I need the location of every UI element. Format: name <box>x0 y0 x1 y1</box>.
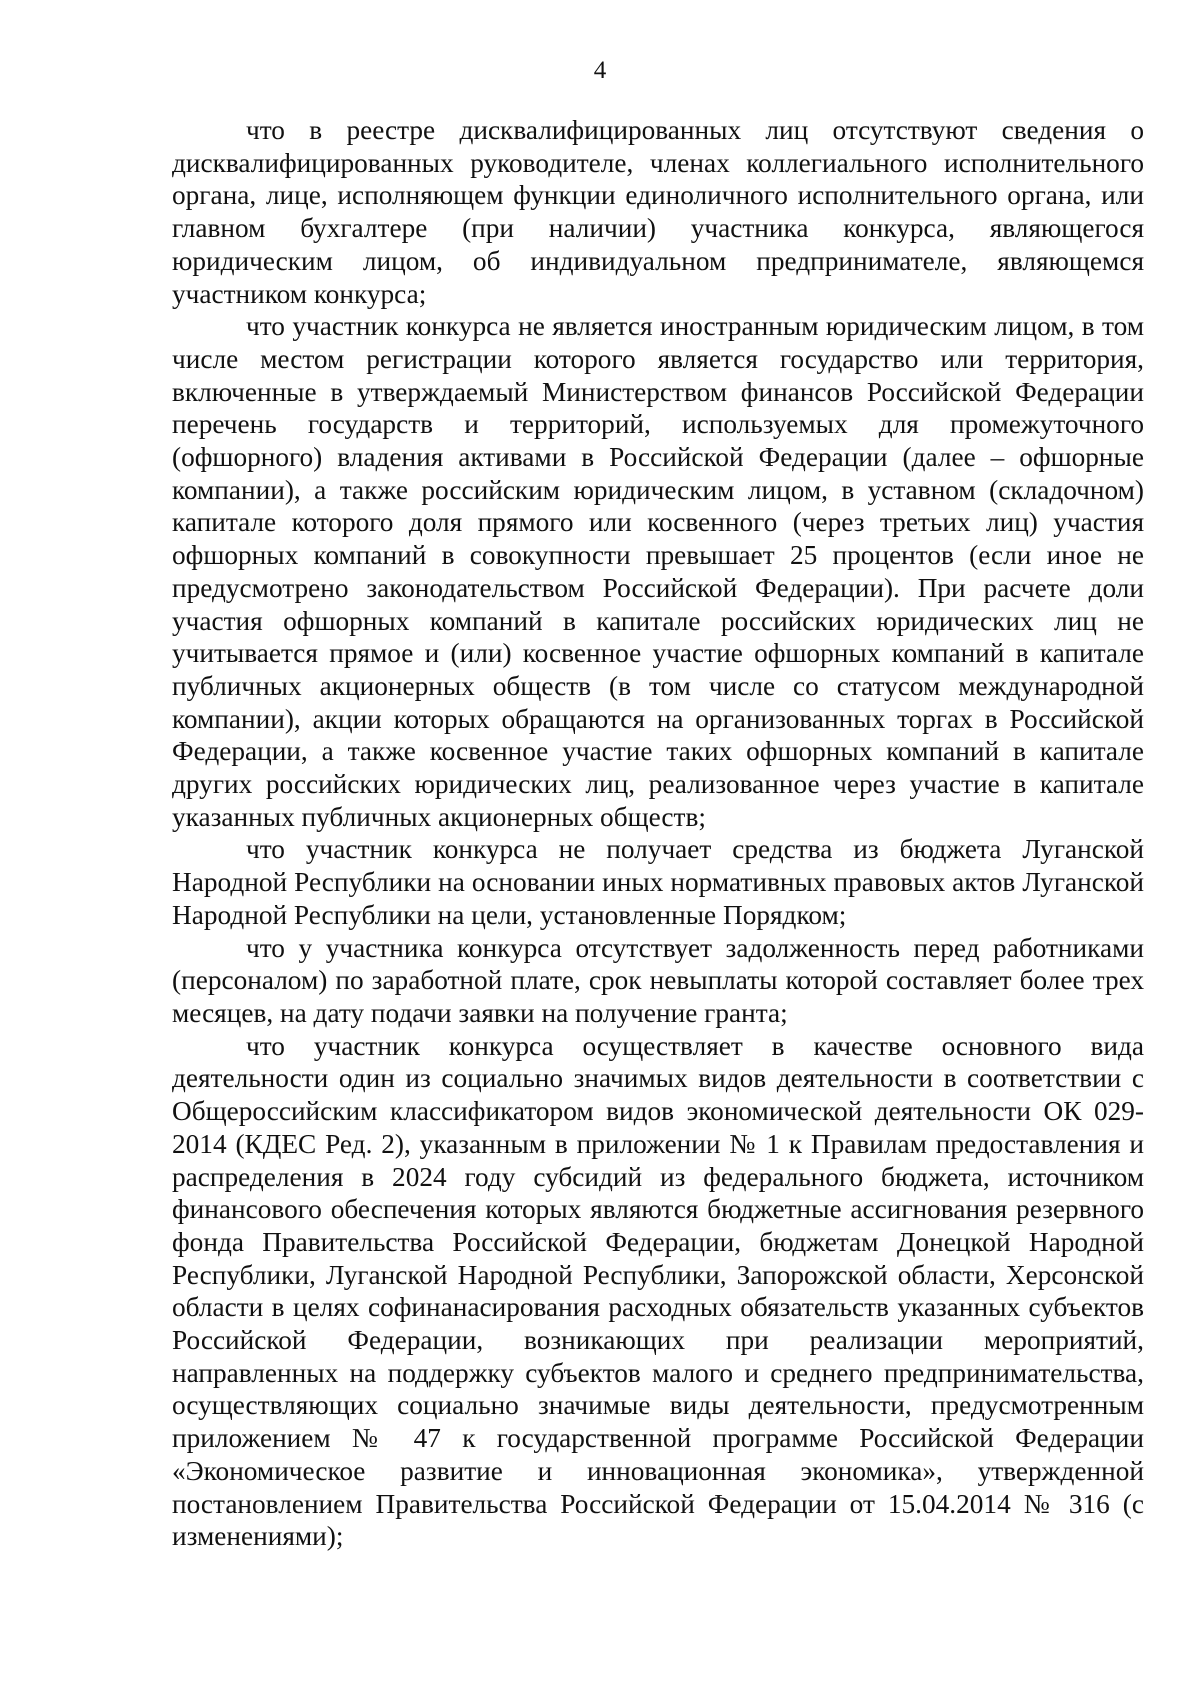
paragraph-disqualified-persons: что в реестре дисквалифицированных лиц отсутствуют сведения о дисквалифицированных руководителе, членах коллегиального исполнительного органа, лице, исполняющем функции единоличного исполнительного органа, или главном бухгалтере (при наличии) участника конкурса, являющегося юридическим лицом, об индивидуальном предпринимателе, являющемся участником конкурса; <box>172 115 1144 309</box>
paragraph-offshore-companies: что участник конкурса не является иностранным юридическим лицом, в том числе местом регистрации которого является государство или территория, включенные в утверждаемый Министерством финансов Российской Федерации перечень государств и территорий, используемых для промежуточного (офшорного) владения активами в Российской Федерации (далее – офшорные компании), а также российским юридическим лицом, в уставном (складочном) капитале которого доля прямого или косвенного (через третьих лиц) участия офшорных компаний в совокупности превышает 25 процентов (если иное не предусмотрено законодательством Российской Федерации). При расчете доли участия офшорных компаний в капитале российских юридических лиц не учитывается прямое и (или) косвенное участие офшорных компаний в капитале публичных акционерных обществ (в том числе со статусом международной компании), акции которых обращаются на организованных торгах в Российской Федерации, а также косвенное участие таких офшорных компаний в капитале других российских юридических лиц, реализованное через участие в капитале указанных публичных акционерных обществ; <box>172 311 1144 832</box>
paragraph-budget-funds: что участник конкурса не получает средства из бюджета Луганской Народной Республики на основании иных нормативных правовых актов Луганской Народной Республики на цели, установленные Порядком; <box>172 834 1144 930</box>
document-body <box>172 114 1144 1553</box>
paragraph-activity-type: что участник конкурса осуществляет в качестве основного вида деятельности один из социально значимых видов деятельности в соответствии с Общероссийским классификатором видов экономической деятельности ОК 029-2014 (КДЕС Ред. 2), указанным в приложении № 1 к Правилам предоставления и распределения в 2024 году субсидий из федерального бюджета, источником финансового обеспечения которых являются бюджетные ассигнования резервного фонда Правительства Российской Федерации, бюджетам Донецкой Народной Республики, Луганской Народной Республики, Запорожской области, Херсонской области в целях софинанасирования расходных обязательств указанных субъектов Российской Федерации, возникающих при реализации мероприятий, направленных на поддержку субъектов малого и среднего предпринимательства, осуществляющих социально значимые виды деятельности, предусмотренным приложением № 47 к государственной программе Российской Федерации «Экономическое развитие и инновационная экономика», утвержденной постановлением Правительства Российской Федерации от 15.04.2014 № 316 (с изменениями); <box>172 1030 1144 1552</box>
paragraph-wage-arrears: что у участника конкурса отсутствует задолженность перед работниками (персоналом) по заработной плате, срок невыплаты которой составляет более трех месяцев, на дату подачи заявки на получение гранта; <box>172 932 1144 1028</box>
page-number: 4 <box>593 57 607 84</box>
